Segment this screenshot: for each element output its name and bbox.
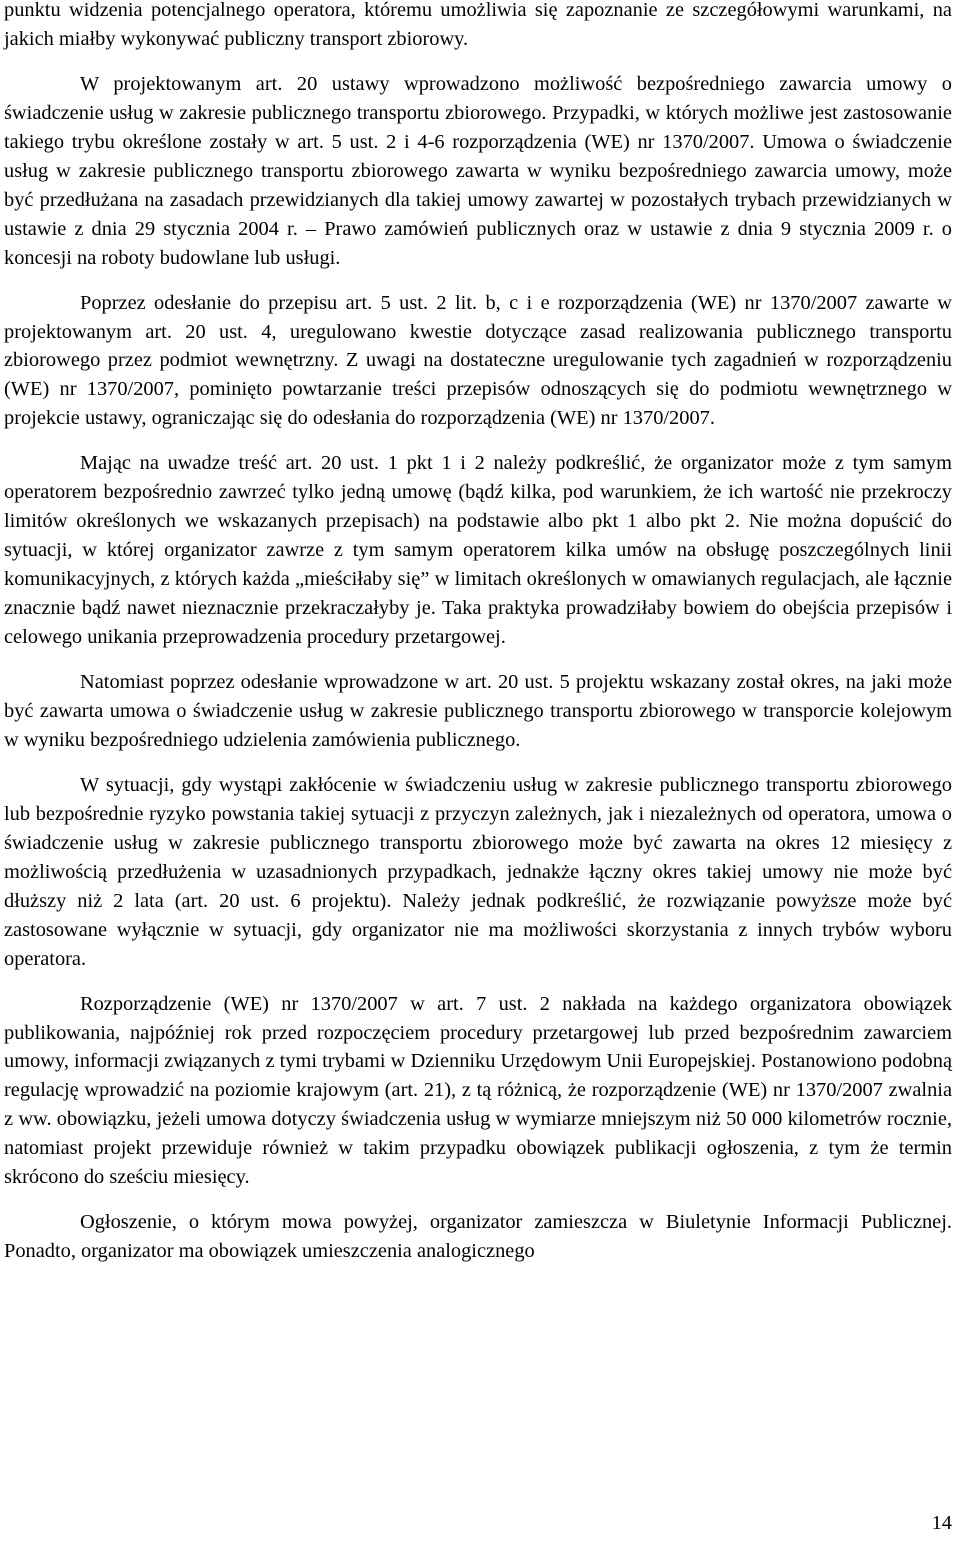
paragraph-bip-announcement: Ogłoszenie, o którym mowa powyżej, organizator zamieszcza w Biuletynie Informacji Publicznej. Ponadto, organizator ma obowiązek umieszczenia analogicznego [4,1211,952,1263]
paragraph-service-disruption: W sytuacji, gdy wystąpi zakłócenie w świadczeniu usług w zakresie publicznego transportu zbiorowego lub bezpośrednie ryzyko powstania takiej sytuacji z przyczyn zależnych, jak i niezależnych od operatora, umowa o świadczenie usług w zakresie publicznego transportu zbiorowego może być zawarta na okres 12 miesięcy z możliwością przedłużenia w uzasadnionych przypadkach, jednakże łączny okres takiej umowy nie może być dłuższy niż 2 lata (art. 20 ust. 6 projektu). Należy jednak podkreślić, że rozwiązanie powyższe może być zastosowane wyłącznie w sytuacji, gdy organizator nie ma możliwości skorzystania z innych trybów wyboru operatora. [4,773,952,970]
paragraph-continuation: punktu widzenia potencjalnego operatora, któremu umożliwia się zapoznanie ze szczegółowymi warunkami, na jakich miałby wykonywać publiczny transport zbiorowy. [4,0,952,50]
paragraph-rail-contract-period: Natomiast poprzez odesłanie wprowadzone w art. 20 ust. 5 projektu wskazany został okres, na jaki może być zawarta umowa o świadczenie usług w zakresie publicznego transportu zbiorowego w transporcie kolejowym w wyniku bezpośredniego udzielenia zamówienia publicznego. [4,671,952,751]
document-page [4,0,952,1282]
paragraph-internal-operator: Poprzez odesłanie do przepisu art. 5 ust. 2 lit. b, c i e rozporządzenia (WE) nr 1370/2007 zawarte w projektowanym art. 20 ust. 4, uregulowano kwestie dotyczące zasad realizowania publicznego transportu zbiorowego przez podmiot wewnętrzny. Z uwagi na dostateczne uregulowanie tych zagadnień w rozporządzeniu (WE) nr 1370/2007, pominięto powtarzanie treści przepisów odnoszących się do podmiotu wewnętrznego w projekcie ustawy, ograniczając się do odesłania do rozporządzenia (WE) nr 1370/2007. [4,291,952,430]
page-number: 14 [931,1512,952,1534]
paragraph-single-contract: Mając na uwadze treść art. 20 ust. 1 pkt 1 i 2 należy podkreślić, że organizator może z tym samym operatorem bezpośrednio zawrzeć tylko jedną umowę (bądź kilka, pod warunkiem, że ich wartość nie przekroczy limitów określonych we wskazanych przepisach) na podstawie albo pkt 1 albo pkt 2. Nie można dopuścić do sytuacji, w której organizator zawrze z tym samym operatorem kilka umów na obsługę poszczególnych linii komunikacyjnych, z których każda „mieściłaby się” w limitach określonych w omawianych regulacjach, ale łącznie znacznie bądź nawet nieznacznie przekraczałyby je. Taka praktyka prowadziłaby bowiem do obejścia przepisów i celowego unikania przeprowadzenia procedury przetargowej. [4,452,952,649]
paragraph-publication-obligation: Rozporządzenie (WE) nr 1370/2007 w art. 7 ust. 2 nakłada na każdego organizatora obowiązek publikowania, najpóźniej rok przed rozpoczęciem procedury przetargowej lub przed bezpośrednim zawarciem umowy, informacji związanych z tymi trybami w Dzienniku Urzędowym Unii Europejskiej. Postanowiono podobną regulację wprowadzić na poziomie krajowym (art. 21), z tą różnicą, że rozporządzenie (WE) nr 1370/2007 zwalnia z ww. obowiązku, jeżeli umowa dotyczy świadczenia usług w wymiarze mniejszym niż 50 000 kilometrów rocznie, natomiast projekt przewiduje również w takim przypadku obowiązek publikacji ogłoszenia, z tym że termin skrócono do sześciu miesięcy. [4,992,952,1189]
paragraph-art-20-direct-award: W projektowanym art. 20 ustawy wprowadzono możliwość bezpośredniego zawarcia umowy o świadczenie usług w zakresie publicznego transportu zbiorowego. Przypadki, w których możliwe jest zastosowanie takiego trybu określone zostały w art. 5 ust. 2 i 4-6 rozporządzenia (WE) nr 1370/2007. Umowa o świadczenie usług w zakresie publicznego transportu zbiorowego zawarta w wyniku bezpośredniego zawarcia umowy, może być przedłużana na zasadach przewidzianych dla takiej umowy zawartej w pozostałych trybach przewidzianych w ustawie z dnia 29 stycznia 2004 r. – Prawo zamówień publicznych oraz w ustawie z dnia 9 stycznia 2009 r. o koncesji na roboty budowlane lub usługi. [4,72,952,269]
